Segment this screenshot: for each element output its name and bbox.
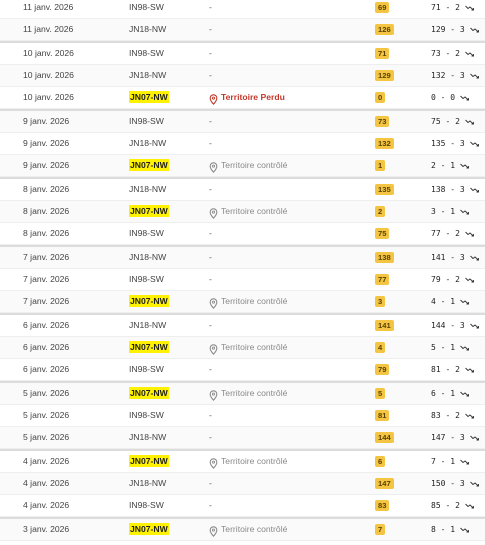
locator-cell: JN18-NW — [129, 24, 167, 34]
date-cell: 6 janv. 2026 — [23, 342, 70, 352]
date-cell: 10 janv. 2026 — [23, 70, 74, 80]
map-pin-icon — [209, 524, 218, 535]
score-value: 3 - 1 — [431, 207, 456, 216]
table-row — [0, 19, 485, 41]
trend-icon — [455, 161, 469, 170]
trend-icon — [455, 525, 469, 534]
score-value: 73 - 2 — [431, 49, 460, 58]
trend-icon — [455, 93, 469, 102]
trend-icon — [455, 389, 469, 398]
trend-icon — [455, 207, 469, 216]
trend-icon — [455, 457, 469, 466]
score-value: 0 - 0 — [431, 93, 456, 102]
table-row — [0, 269, 485, 291]
score-value: 6 - 1 — [431, 389, 456, 398]
trend-icon — [460, 229, 474, 238]
status-label: Territoire contrôlé — [221, 342, 288, 352]
count-badge: 83 — [375, 500, 389, 511]
status-cell — [209, 201, 287, 222]
locator-cell: JN18-NW — [129, 184, 167, 194]
score-value: 8 - 1 — [431, 525, 456, 534]
locator-cell: JN18-NW — [129, 478, 167, 488]
table-row — [0, 405, 485, 427]
locator-cell: JN07-NW — [130, 388, 168, 398]
date-cell: 6 janv. 2026 — [23, 320, 70, 330]
count-badge: 4 — [375, 342, 385, 353]
score-cell — [431, 405, 474, 426]
score-cell — [431, 519, 469, 540]
status-cell: - — [209, 252, 212, 262]
status-label: Territoire Perdu — [221, 92, 285, 102]
status-label: Territoire contrôlé — [221, 456, 288, 466]
status-cell: - — [209, 364, 212, 374]
locator-cell: JN07-NW — [130, 206, 168, 216]
count-badge: 2 — [375, 206, 385, 217]
table-row — [0, 359, 485, 381]
trend-icon — [455, 297, 469, 306]
table-row — [0, 381, 485, 405]
count-badge: 81 — [375, 410, 389, 421]
map-pin-icon — [209, 160, 218, 171]
score-value: 7 - 1 — [431, 457, 456, 466]
score-cell — [431, 383, 469, 404]
trend-icon — [460, 411, 474, 420]
date-cell: 4 janv. 2026 — [23, 456, 70, 466]
date-cell: 4 janv. 2026 — [23, 478, 70, 488]
date-cell: 8 janv. 2026 — [23, 228, 70, 238]
map-pin-icon — [209, 388, 218, 399]
score-cell — [431, 0, 474, 18]
score-value: 144 - 3 — [431, 321, 465, 330]
table-row — [0, 473, 485, 495]
status-cell — [209, 337, 287, 358]
score-value: 75 - 2 — [431, 117, 460, 126]
status-cell — [209, 451, 287, 472]
count-badge: 5 — [375, 388, 385, 399]
score-value: 71 - 2 — [431, 3, 460, 12]
date-cell: 8 janv. 2026 — [23, 206, 70, 216]
trend-icon — [465, 321, 479, 330]
table-row — [0, 201, 485, 223]
status-cell: - — [209, 138, 212, 148]
table-row — [0, 41, 485, 65]
date-cell: 8 janv. 2026 — [23, 184, 70, 194]
status-cell — [209, 155, 287, 176]
date-cell: 3 janv. 2026 — [23, 524, 70, 534]
count-badge: 141 — [375, 320, 394, 331]
date-cell: 9 janv. 2026 — [23, 138, 70, 148]
score-cell — [431, 87, 469, 108]
date-cell: 7 janv. 2026 — [23, 274, 70, 284]
locator-cell: IN98-SW — [129, 364, 164, 374]
trend-icon — [465, 25, 479, 34]
status-cell: - — [209, 432, 212, 442]
table-row — [0, 223, 485, 245]
count-badge: 147 — [375, 478, 394, 489]
locator-cell: IN98-SW — [129, 116, 164, 126]
status-cell — [209, 383, 287, 404]
table-row — [0, 109, 485, 133]
count-badge: 69 — [375, 2, 389, 13]
locator-cell: IN98-SW — [129, 410, 164, 420]
trend-icon — [460, 365, 474, 374]
count-badge: 135 — [375, 184, 394, 195]
trend-icon — [460, 501, 474, 510]
trend-icon — [460, 275, 474, 284]
locator-cell: IN98-SW — [129, 48, 164, 58]
score-value: 4 - 1 — [431, 297, 456, 306]
count-badge: 75 — [375, 228, 389, 239]
score-value: 138 - 3 — [431, 185, 465, 194]
locator-cell: IN98-SW — [129, 500, 164, 510]
score-cell — [431, 427, 479, 448]
locator-cell: JN07-NW — [130, 524, 168, 534]
status-cell: - — [209, 274, 212, 284]
trend-icon — [460, 3, 474, 12]
score-cell — [431, 19, 479, 40]
count-badge: 129 — [375, 70, 394, 81]
locator-cell: JN18-NW — [129, 320, 167, 330]
status-label: Territoire contrôlé — [221, 296, 288, 306]
date-cell: 7 janv. 2026 — [23, 252, 70, 262]
score-value: 5 - 1 — [431, 343, 456, 352]
score-cell — [431, 269, 474, 290]
table-row — [0, 517, 485, 541]
count-badge: 6 — [375, 456, 385, 467]
count-badge: 73 — [375, 116, 389, 127]
locator-cell: JN18-NW — [129, 138, 167, 148]
table-row — [0, 313, 485, 337]
trend-icon — [465, 139, 479, 148]
map-pin-icon — [209, 296, 218, 307]
date-cell: 11 janv. 2026 — [23, 24, 74, 34]
locator-cell: JN07-NW — [130, 160, 168, 170]
locator-cell: JN18-NW — [129, 432, 167, 442]
table-row — [0, 133, 485, 155]
table-row — [0, 337, 485, 359]
count-badge: 1 — [375, 160, 385, 171]
locator-cell: IN98-SW — [129, 228, 164, 238]
score-value: 81 - 2 — [431, 365, 460, 374]
table-row — [0, 495, 485, 517]
score-cell — [431, 291, 469, 312]
score-cell — [431, 111, 474, 132]
locator-cell: JN07-NW — [130, 296, 168, 306]
count-badge: 77 — [375, 274, 389, 285]
status-cell — [209, 87, 285, 108]
date-cell: 10 janv. 2026 — [23, 48, 74, 58]
score-value: 141 - 3 — [431, 253, 465, 262]
count-badge: 7 — [375, 524, 385, 535]
map-pin-icon — [209, 456, 218, 467]
score-cell — [431, 247, 479, 268]
trend-icon — [455, 343, 469, 352]
trend-icon — [465, 253, 479, 262]
locator-cell: JN18-NW — [129, 252, 167, 262]
table-row — [0, 87, 485, 109]
status-cell: - — [209, 320, 212, 330]
score-value: 77 - 2 — [431, 229, 460, 238]
status-cell: - — [209, 24, 212, 34]
date-cell: 9 janv. 2026 — [23, 116, 70, 126]
locator-cell: IN98-SW — [129, 274, 164, 284]
status-cell — [209, 519, 287, 540]
score-value: 85 - 2 — [431, 501, 460, 510]
map-pin-icon — [209, 342, 218, 353]
status-label: Territoire contrôlé — [221, 524, 288, 534]
count-badge: 144 — [375, 432, 394, 443]
date-cell: 5 janv. 2026 — [23, 432, 70, 442]
table-row — [0, 427, 485, 449]
score-value: 135 - 3 — [431, 139, 465, 148]
score-value: 132 - 3 — [431, 71, 465, 80]
score-cell — [431, 337, 469, 358]
score-cell — [431, 451, 469, 472]
count-badge: 79 — [375, 364, 389, 375]
status-label: Territoire contrôlé — [221, 160, 288, 170]
date-cell: 6 janv. 2026 — [23, 364, 70, 374]
score-value: 150 - 3 — [431, 479, 465, 488]
score-value: 147 - 3 — [431, 433, 465, 442]
status-cell: - — [209, 184, 212, 194]
status-label: Territoire contrôlé — [221, 206, 288, 216]
trend-icon — [465, 433, 479, 442]
table-row — [0, 291, 485, 313]
status-label: Territoire contrôlé — [221, 388, 288, 398]
score-cell — [431, 179, 479, 200]
locator-cell: JN18-NW — [129, 70, 167, 80]
table-row — [0, 177, 485, 201]
score-value: 83 - 2 — [431, 411, 460, 420]
status-cell: - — [209, 70, 212, 80]
date-cell: 5 janv. 2026 — [23, 410, 70, 420]
date-cell: 9 janv. 2026 — [23, 160, 70, 170]
table-row — [0, 245, 485, 269]
locator-cell: JN07-NW — [130, 456, 168, 466]
count-badge: 3 — [375, 296, 385, 307]
map-pin-icon — [209, 206, 218, 217]
score-cell — [431, 495, 474, 516]
score-cell — [431, 315, 479, 336]
score-cell — [431, 223, 474, 244]
count-badge: 126 — [375, 24, 394, 35]
score-cell — [431, 359, 474, 380]
status-cell: - — [209, 410, 212, 420]
date-cell: 10 janv. 2026 — [23, 92, 74, 102]
score-cell — [431, 473, 479, 494]
table-row — [0, 449, 485, 473]
status-cell: - — [209, 478, 212, 488]
date-cell: 11 janv. 2026 — [23, 2, 74, 12]
score-value: 2 - 1 — [431, 161, 456, 170]
count-badge: 71 — [375, 48, 389, 59]
score-cell — [431, 133, 479, 154]
trend-icon — [465, 185, 479, 194]
score-value: 129 - 3 — [431, 25, 465, 34]
date-cell: 7 janv. 2026 — [23, 296, 70, 306]
locator-cell: JN07-NW — [130, 342, 168, 352]
score-cell — [431, 155, 469, 176]
score-cell — [431, 43, 474, 64]
date-cell: 5 janv. 2026 — [23, 388, 70, 398]
status-cell — [209, 291, 287, 312]
score-cell — [431, 65, 479, 86]
status-cell: - — [209, 48, 212, 58]
count-badge: 138 — [375, 252, 394, 263]
count-badge: 132 — [375, 138, 394, 149]
status-cell: - — [209, 116, 212, 126]
status-cell: - — [209, 500, 212, 510]
table-row — [0, 155, 485, 177]
date-cell: 4 janv. 2026 — [23, 500, 70, 510]
status-cell: - — [209, 228, 212, 238]
score-value: 79 - 2 — [431, 275, 460, 284]
score-cell — [431, 201, 469, 222]
trend-icon — [460, 49, 474, 58]
trend-icon — [465, 479, 479, 488]
locator-cell: IN98-SW — [129, 2, 164, 12]
table-row — [0, 65, 485, 87]
locator-cell: JN07-NW — [130, 92, 168, 102]
table-row — [0, 0, 485, 19]
trend-icon — [465, 71, 479, 80]
count-badge: 0 — [375, 92, 385, 103]
map-pin-icon — [209, 92, 218, 103]
trend-icon — [460, 117, 474, 126]
status-cell: - — [209, 2, 212, 12]
